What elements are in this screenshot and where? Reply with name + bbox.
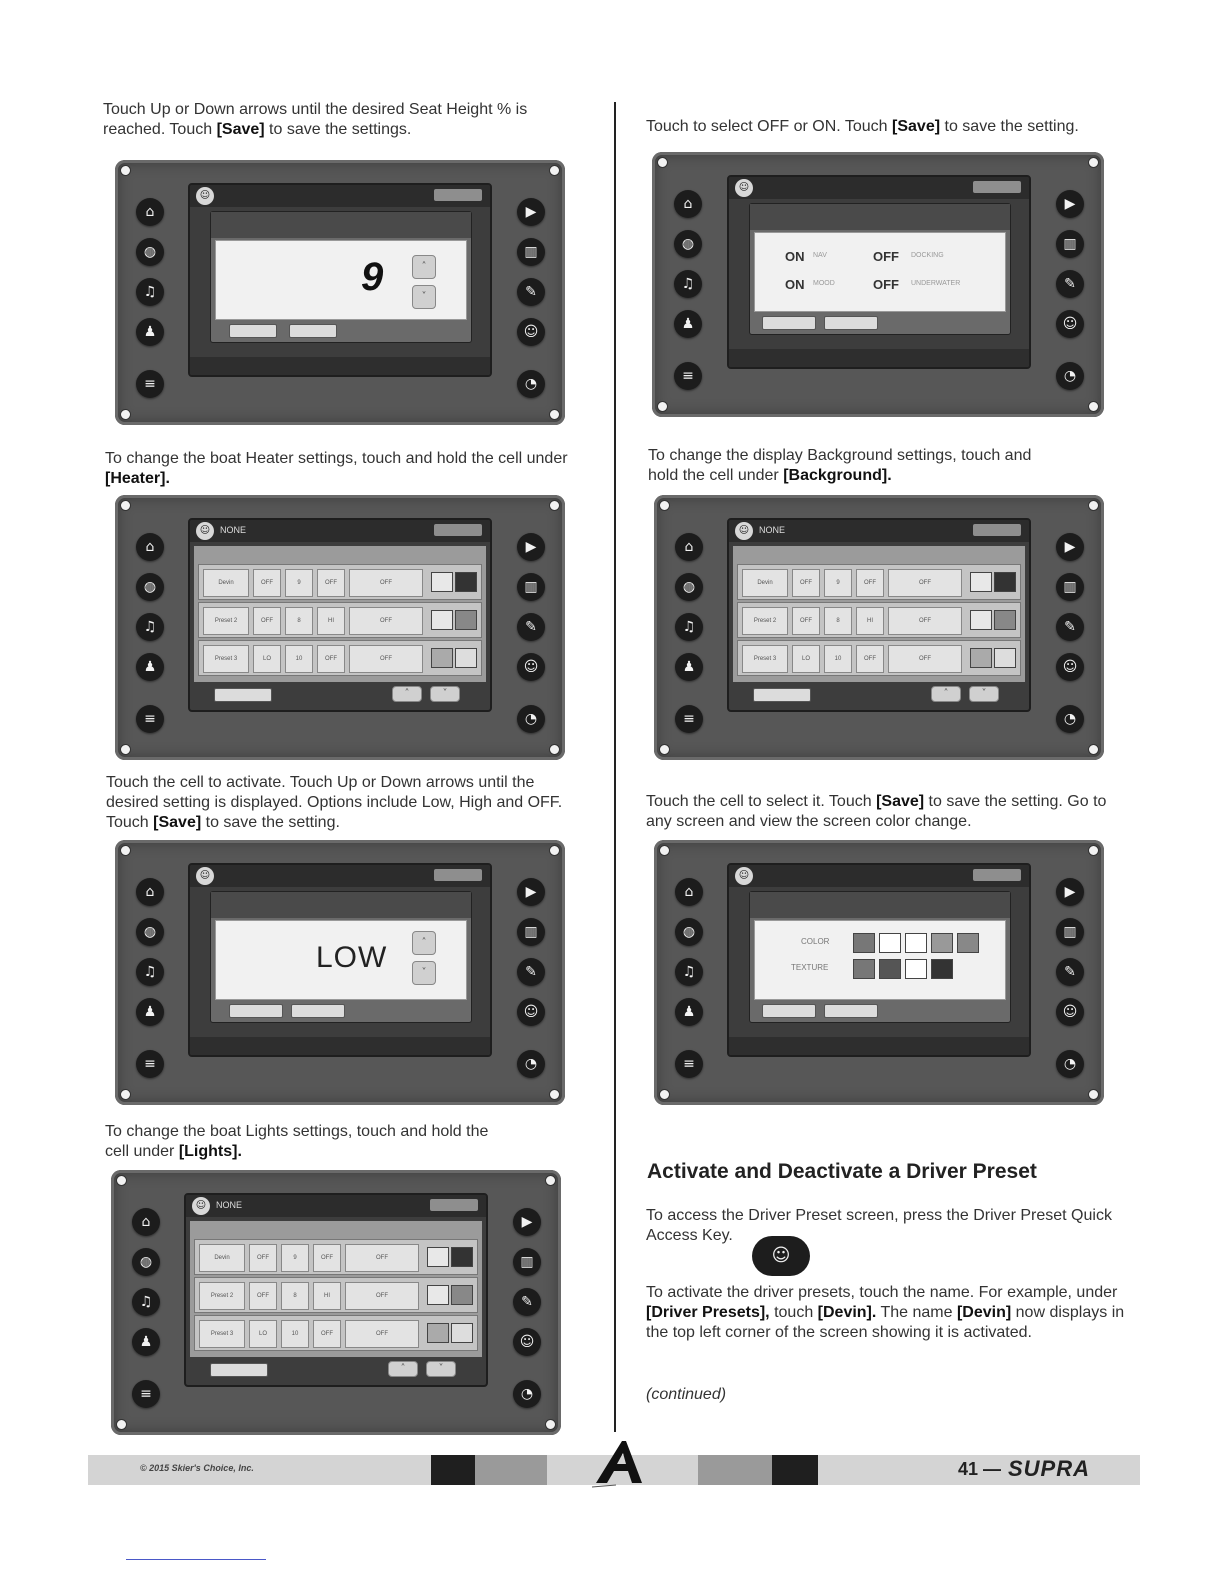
touch-screen	[727, 175, 1031, 369]
menu-icon[interactable]: ≡	[674, 362, 702, 390]
globe-icon[interactable]: ◍	[132, 1248, 160, 1276]
mood-label: MOOD	[813, 280, 835, 287]
screen-header	[729, 177, 1029, 199]
lights-cell[interactable]: OFF	[888, 607, 962, 635]
display-device-lights-table	[111, 1170, 561, 1435]
lights-cell[interactable]: OFF	[888, 569, 962, 597]
dialog-body	[754, 920, 1006, 1000]
lights-cell[interactable]: OFF	[349, 569, 423, 597]
mount-screw	[1088, 401, 1099, 412]
menu-icon[interactable]: ≡	[136, 370, 164, 398]
camera-icon[interactable]: ▶	[517, 533, 545, 561]
display-device-heater-table	[115, 495, 565, 760]
heater-cell[interactable]: OFF	[317, 645, 345, 673]
table-cell[interactable]: OFF	[253, 607, 281, 635]
preset-name-cell[interactable]: Preset 2	[199, 1282, 245, 1310]
screen-header-button[interactable]	[973, 181, 1021, 193]
gauge-bars-icon[interactable]: ▥	[517, 238, 545, 266]
texture-swatch[interactable]	[853, 959, 875, 979]
table-row[interactable]	[194, 1239, 478, 1275]
driver-icon: ☺	[192, 1197, 210, 1215]
nav-label: NAV	[813, 252, 827, 259]
save-button[interactable]	[824, 316, 878, 330]
heater-cell[interactable]: OFF	[856, 569, 884, 597]
gauge-bars-icon[interactable]: ▥	[517, 573, 545, 601]
table-row[interactable]	[737, 640, 1021, 676]
table-cell[interactable]: OFF	[249, 1282, 277, 1310]
lights-dialog	[749, 203, 1011, 335]
menu-icon[interactable]: ≡	[675, 705, 703, 733]
heater-cell[interactable]: HI	[856, 607, 884, 635]
edit-icon[interactable]: ✎	[517, 613, 545, 641]
mount-screw	[116, 1175, 127, 1186]
mount-screw	[549, 500, 560, 511]
speedometer-icon[interactable]: ◔	[517, 370, 545, 398]
touch-screen	[188, 863, 492, 1057]
screen-header-button[interactable]	[434, 189, 482, 201]
music-icon[interactable]: ♫	[675, 958, 703, 986]
background-swatch[interactable]	[427, 1285, 449, 1305]
activate-instruction: To activate the driver presets, touch the name. For example, under [Driver Presets], touch [Devin]. The name [Devin] now displays in the top left corner of the screen showing it is activated.	[646, 1284, 1125, 1341]
home-icon[interactable]: ⌂	[675, 878, 703, 906]
bottom-rule	[126, 1559, 266, 1560]
heater-select-instruction: Touch the cell to activate. Touch Up or Down arrows until the desired setting is displayed. Options include Low, High and OFF. Touch [Save] to save the setting.	[106, 774, 563, 831]
edit-icon[interactable]: ✎	[1056, 613, 1084, 641]
music-icon[interactable]: ♫	[132, 1288, 160, 1316]
preset-name-cell[interactable]: Preset 3	[199, 1320, 245, 1348]
mount-screw	[1088, 157, 1099, 168]
table-cell[interactable]: LO	[249, 1320, 277, 1348]
footer-block	[475, 1455, 547, 1485]
lights-cell[interactable]: OFF	[345, 1244, 419, 1272]
display-device-heater-dialog	[115, 840, 565, 1105]
person-icon[interactable]: ♟	[132, 1328, 160, 1356]
person-icon[interactable]: ♟	[136, 998, 164, 1026]
person-icon[interactable]: ♟	[136, 318, 164, 346]
home-icon[interactable]: ⌂	[674, 190, 702, 218]
preset-table	[733, 546, 1025, 682]
add-preset-button[interactable]	[214, 688, 272, 702]
mount-screw	[657, 157, 668, 168]
save-button[interactable]	[824, 1004, 878, 1018]
gauge-bars-icon[interactable]: ▥	[513, 1248, 541, 1276]
menu-icon[interactable]: ≡	[136, 1050, 164, 1078]
driver-preset-icon[interactable]: ☺	[1056, 653, 1084, 681]
scroll-down-button[interactable]: ˅	[426, 1361, 456, 1377]
screen-header	[729, 865, 1029, 887]
heater-cell[interactable]: OFF	[856, 645, 884, 673]
docking-state[interactable]: OFF	[873, 249, 899, 264]
background-swatch[interactable]	[994, 648, 1016, 668]
heater-cell[interactable]: OFF	[313, 1244, 341, 1272]
table-cell[interactable]: 10	[285, 645, 313, 673]
lights-cell[interactable]: OFF	[349, 607, 423, 635]
mount-screw	[1088, 1089, 1099, 1100]
mount-screw	[120, 1089, 131, 1100]
mount-screw	[659, 500, 670, 511]
background-swatch[interactable]	[431, 572, 453, 592]
camera-icon[interactable]: ▶	[517, 878, 545, 906]
active-preset-name: NONE	[220, 525, 247, 535]
heater-value: LOW	[316, 941, 388, 974]
screen-header-button[interactable]	[430, 1199, 478, 1211]
music-icon[interactable]: ♫	[136, 613, 164, 641]
heater-cell[interactable]: OFF	[313, 1320, 341, 1348]
camera-icon[interactable]: ▶	[517, 198, 545, 226]
save-button[interactable]	[291, 1004, 345, 1018]
color-swatch[interactable]	[879, 933, 901, 953]
screen-header-button[interactable]	[434, 869, 482, 881]
dialog-header	[750, 204, 1010, 230]
heater-cell[interactable]: OFF	[317, 569, 345, 597]
screen-header	[190, 865, 490, 887]
table-row[interactable]	[194, 1277, 478, 1313]
driver-icon: ☺	[735, 522, 753, 540]
screen-header-button[interactable]	[973, 524, 1021, 536]
color-swatch[interactable]	[957, 933, 979, 953]
save-button[interactable]	[289, 324, 337, 338]
scroll-down-button[interactable]: ˅	[969, 686, 999, 702]
mount-screw	[549, 744, 560, 755]
preset-name-cell[interactable]: Preset 2	[203, 607, 249, 635]
dialog-body	[215, 920, 467, 1000]
gauge-bars-icon[interactable]: ▥	[1056, 230, 1084, 258]
texture-label: TEXTURE	[791, 963, 829, 972]
table-cell[interactable]: 9	[285, 569, 313, 597]
speedometer-icon[interactable]: ◔	[513, 1380, 541, 1408]
mount-screw	[120, 165, 131, 176]
touch-screen	[727, 863, 1031, 1057]
mount-screw	[1088, 845, 1099, 856]
mount-screw	[549, 1089, 560, 1100]
preset-name-cell[interactable]: Preset 3	[742, 645, 788, 673]
lights-cell[interactable]: OFF	[345, 1320, 419, 1348]
cancel-button[interactable]	[229, 324, 277, 338]
home-icon[interactable]: ⌂	[132, 1208, 160, 1236]
lights-cell[interactable]: OFF	[349, 645, 423, 673]
heater-instruction: To change the boat Heater settings, touch and hold the cell under [Heater].	[105, 450, 568, 487]
screen-header	[729, 520, 1029, 542]
scroll-up-button[interactable]: ˄	[931, 686, 961, 702]
texture-swatch[interactable]	[931, 959, 953, 979]
speedometer-icon[interactable]: ◔	[1056, 362, 1084, 390]
menu-icon[interactable]: ≡	[132, 1380, 160, 1408]
add-preset-button[interactable]	[210, 1363, 268, 1377]
home-icon[interactable]: ⌂	[136, 533, 164, 561]
touch-screen	[188, 518, 492, 712]
add-preset-button[interactable]	[753, 688, 811, 702]
mount-screw	[120, 744, 131, 755]
gauge-bars-icon[interactable]: ▥	[517, 918, 545, 946]
globe-icon[interactable]: ◍	[136, 238, 164, 266]
mount-screw	[120, 845, 131, 856]
table-cell[interactable]: 10	[824, 645, 852, 673]
display-device-background-dialog	[654, 840, 1104, 1105]
driver-icon: ☺	[196, 187, 214, 205]
driver-preset-icon[interactable]: ☺	[517, 998, 545, 1026]
music-icon[interactable]: ♫	[136, 278, 164, 306]
preset-name-cell[interactable]: Preset 2	[742, 607, 788, 635]
lights-select-instruction: Touch to select OFF or ON. Touch [Save] to save the setting.	[646, 118, 1079, 135]
docking-label: DOCKING	[911, 252, 944, 259]
globe-icon[interactable]: ◍	[675, 573, 703, 601]
background-swatch[interactable]	[451, 1285, 473, 1305]
table-cell[interactable]: 8	[824, 607, 852, 635]
footer-block	[431, 1455, 475, 1485]
table-cell[interactable]: OFF	[249, 1244, 277, 1272]
heater-cell[interactable]: HI	[317, 607, 345, 635]
globe-icon[interactable]: ◍	[675, 918, 703, 946]
seat-height-value: 9	[361, 255, 384, 299]
music-icon[interactable]: ♫	[675, 613, 703, 641]
screen-header-button[interactable]	[973, 869, 1021, 881]
background-swatch[interactable]	[970, 648, 992, 668]
up-arrow-button[interactable]: ˄	[412, 255, 436, 279]
texture-swatch[interactable]	[879, 959, 901, 979]
mount-screw	[659, 1089, 670, 1100]
mount-screw	[120, 409, 131, 420]
driver-icon: ☺	[196, 522, 214, 540]
background-swatch[interactable]	[994, 610, 1016, 630]
mood-state[interactable]: ON	[785, 277, 805, 292]
table-row[interactable]	[737, 602, 1021, 638]
menu-icon[interactable]: ≡	[136, 705, 164, 733]
underwater-state[interactable]: OFF	[873, 277, 899, 292]
screen-footer	[729, 349, 1029, 367]
edit-icon[interactable]: ✎	[1056, 270, 1084, 298]
background-swatch[interactable]	[455, 572, 477, 592]
screen-footer	[729, 1037, 1029, 1055]
table-row[interactable]	[194, 1315, 478, 1351]
background-swatch[interactable]	[451, 1323, 473, 1343]
edit-icon[interactable]: ✎	[517, 278, 545, 306]
background-swatch[interactable]	[455, 648, 477, 668]
edit-icon[interactable]: ✎	[1056, 958, 1084, 986]
camera-icon[interactable]: ▶	[1056, 533, 1084, 561]
mount-screw	[545, 1419, 556, 1430]
mount-screw	[657, 401, 668, 412]
section-heading: Activate and Deactivate a Driver Preset	[647, 1160, 1037, 1183]
menu-icon[interactable]: ≡	[675, 1050, 703, 1078]
up-arrow-button[interactable]: ˄	[412, 931, 436, 955]
dialog-body	[215, 240, 467, 320]
gauge-bars-icon[interactable]: ▥	[1056, 918, 1084, 946]
screen-footer	[190, 357, 490, 375]
mount-screw	[549, 409, 560, 420]
background-swatch[interactable]	[427, 1247, 449, 1267]
table-row[interactable]	[198, 602, 482, 638]
color-swatch[interactable]	[931, 933, 953, 953]
active-preset-name: NONE	[216, 1200, 243, 1210]
person-icon[interactable]: ♟	[674, 310, 702, 338]
table-cell[interactable]: OFF	[792, 607, 820, 635]
cancel-button[interactable]	[762, 1004, 816, 1018]
preset-table	[194, 546, 486, 682]
driver-icon: ☺	[196, 867, 214, 885]
driver-preset-icon[interactable]: ☺	[513, 1328, 541, 1356]
seat-height-dialog	[210, 211, 472, 343]
background-swatch[interactable]	[455, 610, 477, 630]
speedometer-icon[interactable]: ◔	[1056, 705, 1084, 733]
camera-icon[interactable]: ▶	[1056, 878, 1084, 906]
mount-screw	[545, 1175, 556, 1186]
copyright-text: © 2015 Skier's Choice, Inc.	[140, 1463, 254, 1473]
driver-preset-icon[interactable]: ☺	[517, 653, 545, 681]
lights-cell[interactable]: OFF	[888, 645, 962, 673]
screen-header-button[interactable]	[434, 524, 482, 536]
scroll-up-button[interactable]: ˄	[388, 1361, 418, 1377]
scroll-up-button[interactable]: ˄	[392, 686, 422, 702]
touch-screen	[184, 1193, 488, 1387]
background-select-instruction: Touch the cell to select it. Touch [Save] to save the setting. Go to any screen and view the screen color change.	[646, 793, 1107, 830]
mount-screw	[116, 1419, 127, 1430]
globe-icon[interactable]: ◍	[136, 573, 164, 601]
screen-header	[190, 520, 490, 542]
person-icon[interactable]: ♟	[136, 653, 164, 681]
mount-screw	[1088, 744, 1099, 755]
globe-icon[interactable]: ◍	[136, 918, 164, 946]
mount-screw	[659, 744, 670, 755]
brand-logo-text: SUPRA	[1008, 1456, 1091, 1481]
down-arrow-button[interactable]: ˅	[412, 961, 436, 985]
texture-swatch[interactable]	[905, 959, 927, 979]
speedometer-icon[interactable]: ◔	[1056, 1050, 1084, 1078]
table-cell[interactable]: 8	[285, 607, 313, 635]
brand-a-logo-icon	[592, 1437, 652, 1493]
preset-name-cell[interactable]: Devin	[203, 569, 249, 597]
page-number: 41 —	[958, 1459, 1002, 1479]
mount-screw	[120, 500, 131, 511]
background-swatch[interactable]	[451, 1247, 473, 1267]
preset-name-cell[interactable]: Devin	[742, 569, 788, 597]
edit-icon[interactable]: ✎	[513, 1288, 541, 1316]
home-icon[interactable]: ⌂	[136, 878, 164, 906]
mount-screw	[549, 845, 560, 856]
column-divider	[614, 102, 616, 1432]
scroll-down-button[interactable]: ˅	[430, 686, 460, 702]
color-swatch[interactable]	[853, 933, 875, 953]
background-swatch[interactable]	[994, 572, 1016, 592]
lights-instruction: To change the boat Lights settings, touch and hold the cell under [Lights].	[105, 1123, 489, 1160]
heater-dialog	[210, 891, 472, 1023]
continued-note: (continued)	[646, 1386, 727, 1403]
display-device-lights-dialog	[652, 152, 1104, 417]
lights-cell[interactable]: OFF	[345, 1282, 419, 1310]
camera-icon[interactable]: ▶	[1056, 190, 1084, 218]
driver-icon: ☺	[735, 867, 753, 885]
person-icon[interactable]: ♟	[675, 998, 703, 1026]
dialog-header	[211, 212, 471, 238]
preset-name-cell[interactable]: Preset 3	[203, 645, 249, 673]
active-preset-name: NONE	[759, 525, 786, 535]
mount-screw	[1088, 500, 1099, 511]
person-icon[interactable]: ♟	[675, 653, 703, 681]
footer-block	[698, 1455, 772, 1485]
cancel-button[interactable]	[762, 316, 816, 330]
display-device-background-table	[654, 495, 1104, 760]
dialog-header	[750, 892, 1010, 918]
table-cell[interactable]: 9	[824, 569, 852, 597]
nav-state[interactable]: ON	[785, 249, 805, 264]
screen-footer	[190, 1037, 490, 1055]
table-cell[interactable]: LO	[792, 645, 820, 673]
table-cell[interactable]: 10	[281, 1320, 309, 1348]
edit-icon[interactable]: ✎	[517, 958, 545, 986]
background-swatch[interactable]	[431, 648, 453, 668]
dialog-body	[754, 232, 1006, 312]
heater-cell[interactable]: HI	[313, 1282, 341, 1310]
table-row[interactable]	[737, 564, 1021, 600]
table-row[interactable]	[198, 640, 482, 676]
screen-header	[190, 185, 490, 207]
driver-preset-icon[interactable]: ☺	[517, 318, 545, 346]
mount-screw	[659, 845, 670, 856]
background-swatch[interactable]	[970, 610, 992, 630]
table-cell[interactable]: LO	[253, 645, 281, 673]
background-swatch[interactable]	[431, 610, 453, 630]
background-dialog	[749, 891, 1011, 1023]
home-icon[interactable]: ⌂	[675, 533, 703, 561]
background-swatch[interactable]	[970, 572, 992, 592]
driver-preset-icon[interactable]: ☺	[1056, 998, 1084, 1026]
footer-block	[772, 1455, 818, 1485]
color-swatch[interactable]	[905, 933, 927, 953]
cancel-button[interactable]	[229, 1004, 283, 1018]
table-cell[interactable]: OFF	[253, 569, 281, 597]
access-instruction: To access the Driver Preset screen, press the Driver Preset Quick Access Key.	[646, 1207, 1112, 1244]
background-swatch[interactable]	[427, 1323, 449, 1343]
music-icon[interactable]: ♫	[674, 270, 702, 298]
touch-screen	[188, 183, 492, 377]
table-cell[interactable]: OFF	[792, 569, 820, 597]
background-instruction: To change the display Background settings, touch and hold the cell under [Background].	[648, 447, 1032, 484]
table-row[interactable]	[198, 564, 482, 600]
table-cell[interactable]: 9	[281, 1244, 309, 1272]
camera-icon[interactable]: ▶	[513, 1208, 541, 1236]
screen-header	[186, 1195, 486, 1217]
driver-icon: ☺	[735, 179, 753, 197]
home-icon[interactable]: ⌂	[136, 198, 164, 226]
dialog-header	[211, 892, 471, 918]
display-device-seat-height	[115, 160, 565, 425]
globe-icon[interactable]: ◍	[674, 230, 702, 258]
touch-screen	[727, 518, 1031, 712]
preset-table	[190, 1221, 482, 1357]
down-arrow-button[interactable]: ˅	[412, 285, 436, 309]
driver-preset-key-icon: ☺	[752, 1236, 810, 1276]
mount-screw	[549, 165, 560, 176]
seat-height-instruction: Touch Up or Down arrows until the desired Seat Height % is reached. Touch [Save] to save the settings.	[103, 101, 528, 138]
speedometer-icon[interactable]: ◔	[517, 705, 545, 733]
music-icon[interactable]: ♫	[136, 958, 164, 986]
driver-preset-icon[interactable]: ☺	[1056, 310, 1084, 338]
underwater-label: UNDERWATER	[911, 280, 961, 287]
preset-name-cell[interactable]: Devin	[199, 1244, 245, 1272]
table-cell[interactable]: 8	[281, 1282, 309, 1310]
color-label: COLOR	[801, 937, 830, 946]
gauge-bars-icon[interactable]: ▥	[1056, 573, 1084, 601]
speedometer-icon[interactable]: ◔	[517, 1050, 545, 1078]
